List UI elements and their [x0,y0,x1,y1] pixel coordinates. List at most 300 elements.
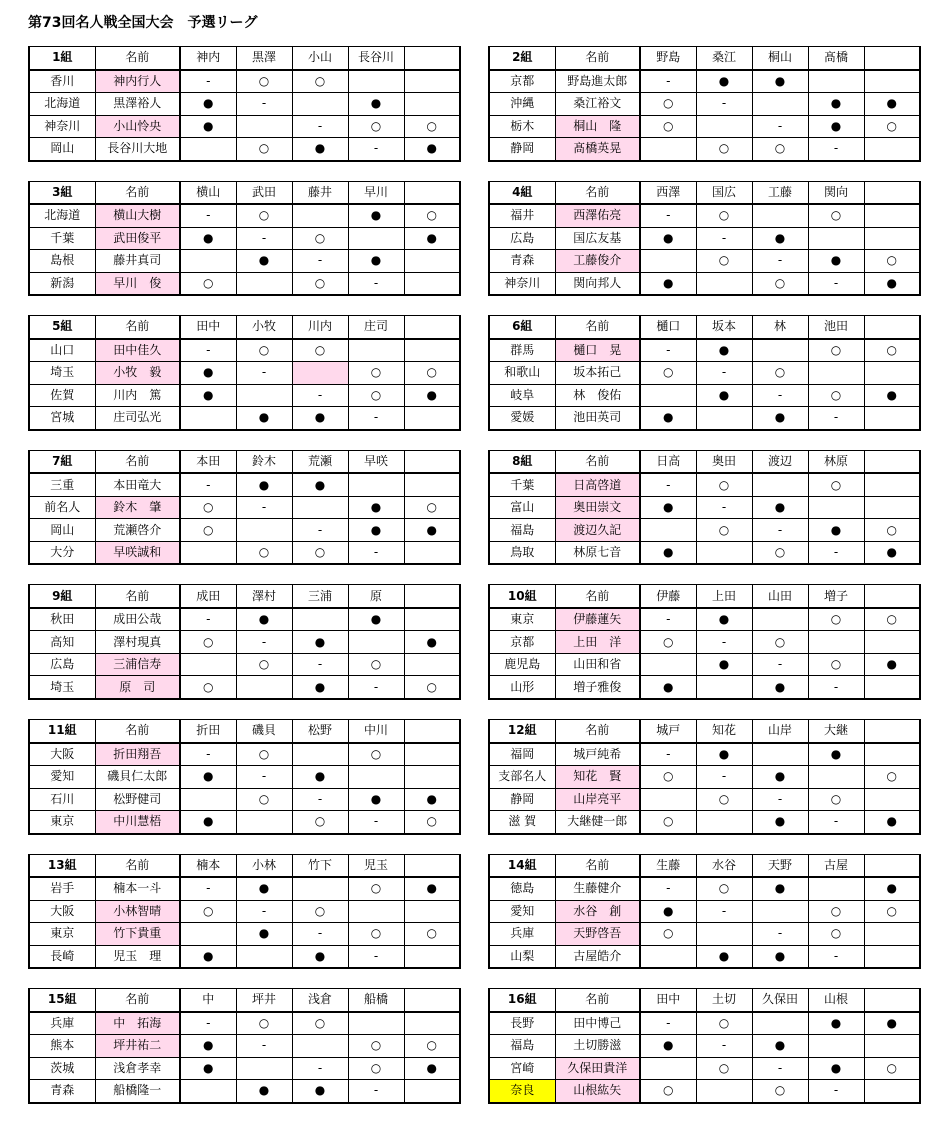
prefecture-cell: 佐賀 [29,384,95,407]
player-name-cell: 小林智晴 [95,900,180,923]
group-label: 1組 [29,47,95,70]
self-dash: - [640,473,696,496]
empty-result-cell [864,788,920,811]
loss-mark: ● [752,945,808,968]
table-row [29,676,460,699]
empty-result-cell [696,115,752,138]
empty-result-cell [808,227,864,250]
win-mark: ○ [752,631,808,654]
group-table [488,181,921,297]
prefecture-cell: 東京 [29,811,95,834]
empty-result-cell [640,384,696,407]
loss-mark: ● [180,1057,236,1080]
table-row [489,788,920,811]
self-dash: - [180,473,236,496]
table-row [29,945,460,968]
self-dash: - [808,945,864,968]
empty-result-cell [752,204,808,227]
loss-mark: ● [180,1035,236,1058]
opponent-header: 原 [348,585,404,608]
extra-header-cell [864,854,920,877]
extra-header-cell [864,450,920,473]
player-name-cell: 藤井真司 [95,250,180,273]
empty-result-cell [752,473,808,496]
extra-header-cell [864,47,920,70]
empty-result-cell [864,138,920,161]
win-mark: ○ [404,923,460,946]
prefecture-cell: 北海道 [29,204,95,227]
table-row [489,339,920,362]
table-row [489,272,920,295]
table-row [489,115,920,138]
empty-result-cell [864,204,920,227]
table-row [29,541,460,564]
prefecture-cell: 愛媛 [489,407,555,430]
player-name-cell: 黒澤裕人 [95,93,180,116]
win-mark: ○ [864,1057,920,1080]
win-mark: ○ [404,1035,460,1058]
empty-result-cell [864,496,920,519]
win-mark: ○ [808,473,864,496]
empty-result-cell [404,541,460,564]
prefecture-cell: 富山 [489,496,555,519]
name-header: 名前 [95,585,180,608]
table-row [489,70,920,93]
name-header: 名前 [95,316,180,339]
prefecture-cell: 福岡 [489,743,555,766]
player-name-cell: 中川慧梧 [95,811,180,834]
loss-mark: ● [640,1035,696,1058]
self-dash: - [180,1012,236,1035]
empty-result-cell [236,945,292,968]
win-mark: ○ [404,204,460,227]
opponent-header: 林 [752,316,808,339]
prefecture-cell: 鳥取 [489,541,555,564]
group-header-row [29,854,460,877]
win-mark: ○ [640,923,696,946]
player-name-cell: 澤村現真 [95,631,180,654]
name-header: 名前 [555,720,640,743]
win-mark: ○ [348,384,404,407]
empty-result-cell [808,631,864,654]
loss-mark: ● [808,1057,864,1080]
table-row [489,138,920,161]
empty-result-cell [864,70,920,93]
empty-result-cell [404,407,460,430]
empty-result-cell [180,407,236,430]
player-name-cell: 坂本拓己 [555,362,640,385]
empty-result-cell [292,877,348,900]
loss-mark: ● [864,93,920,116]
group-table [488,46,921,162]
table-row [29,766,460,789]
loss-mark: ● [752,496,808,519]
opponent-header: 城戸 [640,720,696,743]
empty-result-cell [640,1057,696,1080]
opponent-header: 小牧 [236,316,292,339]
player-name-cell: 古屋皓介 [555,945,640,968]
table-row [29,811,460,834]
player-name-cell: 林原七音 [555,541,640,564]
loss-mark: ● [292,138,348,161]
name-header: 名前 [555,989,640,1012]
empty-result-cell [864,1035,920,1058]
empty-result-cell [640,945,696,968]
loss-mark: ● [752,1035,808,1058]
table-row [29,473,460,496]
empty-result-cell [180,250,236,273]
prefecture-cell: 兵庫 [489,923,555,946]
self-dash: - [808,676,864,699]
name-header: 名前 [95,720,180,743]
prefecture-cell: 宮崎 [489,1057,555,1080]
prefecture-cell: 高知 [29,631,95,654]
opponent-header: 竹下 [292,854,348,877]
opponent-header: 桐山 [752,47,808,70]
empty-result-cell [864,743,920,766]
win-mark: ○ [236,138,292,161]
self-dash: - [236,766,292,789]
prefecture-cell: 滋 賀 [489,811,555,834]
loss-mark: ● [180,766,236,789]
prefecture-cell: 長崎 [29,945,95,968]
table-row [29,788,460,811]
prefecture-cell: 福島 [489,1035,555,1058]
name-header: 名前 [95,47,180,70]
empty-result-cell [404,70,460,93]
player-name-cell: 竹下貴重 [95,923,180,946]
win-mark: ○ [808,923,864,946]
empty-result-cell [292,608,348,631]
table-row [29,227,460,250]
group-header-row [29,989,460,1012]
win-mark: ○ [696,877,752,900]
group-table [488,719,921,835]
player-name-cell: 桑江裕文 [555,93,640,116]
loss-mark: ● [292,407,348,430]
opponent-header: 川内 [292,316,348,339]
opponent-header: 船橋 [348,989,404,1012]
self-dash: - [348,407,404,430]
win-mark: ○ [808,788,864,811]
player-name-cell: 工藤俊介 [555,250,640,273]
win-mark: ○ [180,900,236,923]
group-header-row [489,989,920,1012]
self-dash: - [180,877,236,900]
prefecture-cell: 神奈川 [29,115,95,138]
loss-mark: ● [348,608,404,631]
self-dash: - [348,1080,404,1103]
win-mark: ○ [180,272,236,295]
loss-mark: ● [640,541,696,564]
player-name-cell: 横山大樹 [95,204,180,227]
prefecture-cell: 大阪 [29,743,95,766]
group-table [28,450,461,566]
player-name-cell: 知花 賢 [555,766,640,789]
prefecture-cell: 静岡 [489,788,555,811]
group-table [488,988,921,1104]
opponent-header: 土切 [696,989,752,1012]
empty-result-cell [752,900,808,923]
group-header-row [29,720,460,743]
prefecture-cell: 岐阜 [489,384,555,407]
empty-result-cell [404,250,460,273]
loss-mark: ● [348,519,404,542]
player-name-cell: 船橋隆一 [95,1080,180,1103]
prefecture-cell: 鹿児島 [489,653,555,676]
table-row [489,362,920,385]
self-dash: - [348,811,404,834]
group-header-row [489,585,920,608]
empty-result-cell [752,1012,808,1035]
self-dash: - [292,384,348,407]
loss-mark: ● [292,766,348,789]
player-name-cell: 関向邦人 [555,272,640,295]
name-header: 名前 [95,989,180,1012]
loss-mark: ● [348,93,404,116]
prefecture-cell: 東京 [489,608,555,631]
prefecture-cell: 岡山 [29,519,95,542]
opponent-header: 渡辺 [752,450,808,473]
win-mark: ○ [864,519,920,542]
name-header: 名前 [95,450,180,473]
empty-result-cell [864,227,920,250]
loss-mark: ● [752,877,808,900]
player-name-cell: 増子雅俊 [555,676,640,699]
self-dash: - [180,70,236,93]
extra-header-cell [404,450,460,473]
self-dash: - [752,115,808,138]
player-name-cell: 髙橋英晃 [555,138,640,161]
self-dash: - [808,138,864,161]
empty-result-cell [404,653,460,676]
empty-result-cell [696,541,752,564]
prefecture-cell: 静岡 [489,138,555,161]
table-row [29,608,460,631]
loss-mark: ● [236,608,292,631]
table-row [29,496,460,519]
opponent-header: 桑江 [696,47,752,70]
group-label: 15組 [29,989,95,1012]
player-name-cell: 折田翔吾 [95,743,180,766]
group-label: 6組 [489,316,555,339]
empty-result-cell [404,473,460,496]
prefecture-cell: 千葉 [489,473,555,496]
group-header-row [489,316,920,339]
win-mark: ○ [236,1012,292,1035]
opponent-header: 黒澤 [236,47,292,70]
group-label: 3組 [29,181,95,204]
table-row [29,519,460,542]
name-header: 名前 [555,854,640,877]
win-mark: ○ [640,766,696,789]
opponent-header: 池田 [808,316,864,339]
prefecture-cell: 千葉 [29,227,95,250]
win-mark: ○ [404,362,460,385]
win-mark: ○ [864,339,920,362]
player-name-cell: 浅倉孝幸 [95,1057,180,1080]
table-row [489,384,920,407]
prefecture-cell: 広島 [29,653,95,676]
loss-mark: ● [696,743,752,766]
self-dash: - [640,204,696,227]
table-row [29,138,460,161]
empty-result-cell [404,945,460,968]
opponent-header: 三浦 [292,585,348,608]
empty-result-cell [808,877,864,900]
group-table [488,450,921,566]
player-name-cell: 田中博己 [555,1012,640,1035]
loss-mark: ● [696,384,752,407]
loss-mark: ● [180,115,236,138]
self-dash: - [752,384,808,407]
win-mark: ○ [292,900,348,923]
loss-mark: ● [348,496,404,519]
table-row [29,115,460,138]
table-row [29,923,460,946]
loss-mark: ● [292,473,348,496]
player-name-cell: 田中佳久 [95,339,180,362]
opponent-header: 伊藤 [640,585,696,608]
table-row [29,1080,460,1103]
opponent-header: 西澤 [640,181,696,204]
empty-result-cell [864,676,920,699]
empty-result-cell [292,93,348,116]
empty-result-cell [348,1012,404,1035]
opponent-header: 水谷 [696,854,752,877]
loss-mark: ● [292,631,348,654]
opponent-header: 坪井 [236,989,292,1012]
opponent-header: 児玉 [348,854,404,877]
opponent-header: 澤村 [236,585,292,608]
empty-result-cell [180,138,236,161]
opponent-header: 山岸 [752,720,808,743]
opponent-header: 生藤 [640,854,696,877]
prefecture-cell: 和歌山 [489,362,555,385]
prefecture-cell: 広島 [489,227,555,250]
opponent-header: 藤井 [292,181,348,204]
empty-result-cell [864,923,920,946]
name-header: 名前 [555,47,640,70]
self-dash: - [292,250,348,273]
table-row [489,676,920,699]
group-label: 13組 [29,854,95,877]
empty-result-cell [292,496,348,519]
win-mark: ○ [696,519,752,542]
win-mark: ○ [696,250,752,273]
win-mark: ○ [404,496,460,519]
empty-result-cell [404,900,460,923]
win-mark: ○ [348,877,404,900]
group-table [488,584,921,700]
loss-mark: ● [236,877,292,900]
empty-result-cell [236,272,292,295]
table-row [29,250,460,273]
loss-mark: ● [864,811,920,834]
loss-mark: ● [404,519,460,542]
self-dash: - [292,923,348,946]
prefecture-cell: 三重 [29,473,95,496]
empty-result-cell [404,93,460,116]
loss-mark: ● [696,945,752,968]
loss-mark: ● [236,473,292,496]
player-name-cell: 西澤佑亮 [555,204,640,227]
player-name-cell: 城戸純希 [555,743,640,766]
self-dash: - [348,945,404,968]
player-name-cell: 坪井祐二 [95,1035,180,1058]
opponent-header: 早咲 [348,450,404,473]
self-dash: - [752,788,808,811]
player-name-cell: 神内行人 [95,70,180,93]
win-mark: ○ [752,362,808,385]
empty-result-cell [292,1035,348,1058]
win-mark: ○ [292,811,348,834]
loss-mark: ● [808,115,864,138]
self-dash: - [808,407,864,430]
loss-mark: ● [752,811,808,834]
loss-mark: ● [404,1057,460,1080]
player-name-cell: 山根紘矢 [555,1080,640,1103]
empty-result-cell [404,1080,460,1103]
opponent-header: 荒瀬 [292,450,348,473]
table-row [29,339,460,362]
opponent-header: 山根 [808,989,864,1012]
empty-result-cell [404,272,460,295]
win-mark: ○ [292,70,348,93]
group-header-row [29,47,460,70]
empty-result-cell [292,362,348,385]
player-name-cell: 長谷川大地 [95,138,180,161]
opponent-header: 折田 [180,720,236,743]
table-row [489,1035,920,1058]
self-dash: - [348,138,404,161]
empty-result-cell [348,339,404,362]
name-header: 名前 [555,585,640,608]
group-table [488,854,921,970]
self-dash: - [696,766,752,789]
empty-result-cell [348,766,404,789]
win-mark: ○ [640,93,696,116]
table-row [489,923,920,946]
table-row [489,877,920,900]
table-row [489,608,920,631]
player-name-cell: 早川 俊 [95,272,180,295]
loss-mark: ● [640,676,696,699]
group-header-row [29,450,460,473]
empty-result-cell [696,811,752,834]
win-mark: ○ [864,608,920,631]
empty-result-cell [348,900,404,923]
prefecture-cell: 愛知 [29,766,95,789]
opponent-header: 中 [180,989,236,1012]
win-mark: ○ [236,743,292,766]
empty-result-cell [640,788,696,811]
opponent-header: 成田 [180,585,236,608]
empty-result-cell [292,743,348,766]
opponent-header: 国広 [696,181,752,204]
self-dash: - [696,1035,752,1058]
loss-mark: ● [696,70,752,93]
win-mark: ○ [180,496,236,519]
loss-mark: ● [640,496,696,519]
player-name-cell: 山岸亮平 [555,788,640,811]
empty-result-cell [864,473,920,496]
self-dash: - [236,93,292,116]
empty-result-cell [404,1012,460,1035]
win-mark: ○ [864,250,920,273]
self-dash: - [348,676,404,699]
group-header-row [489,854,920,877]
